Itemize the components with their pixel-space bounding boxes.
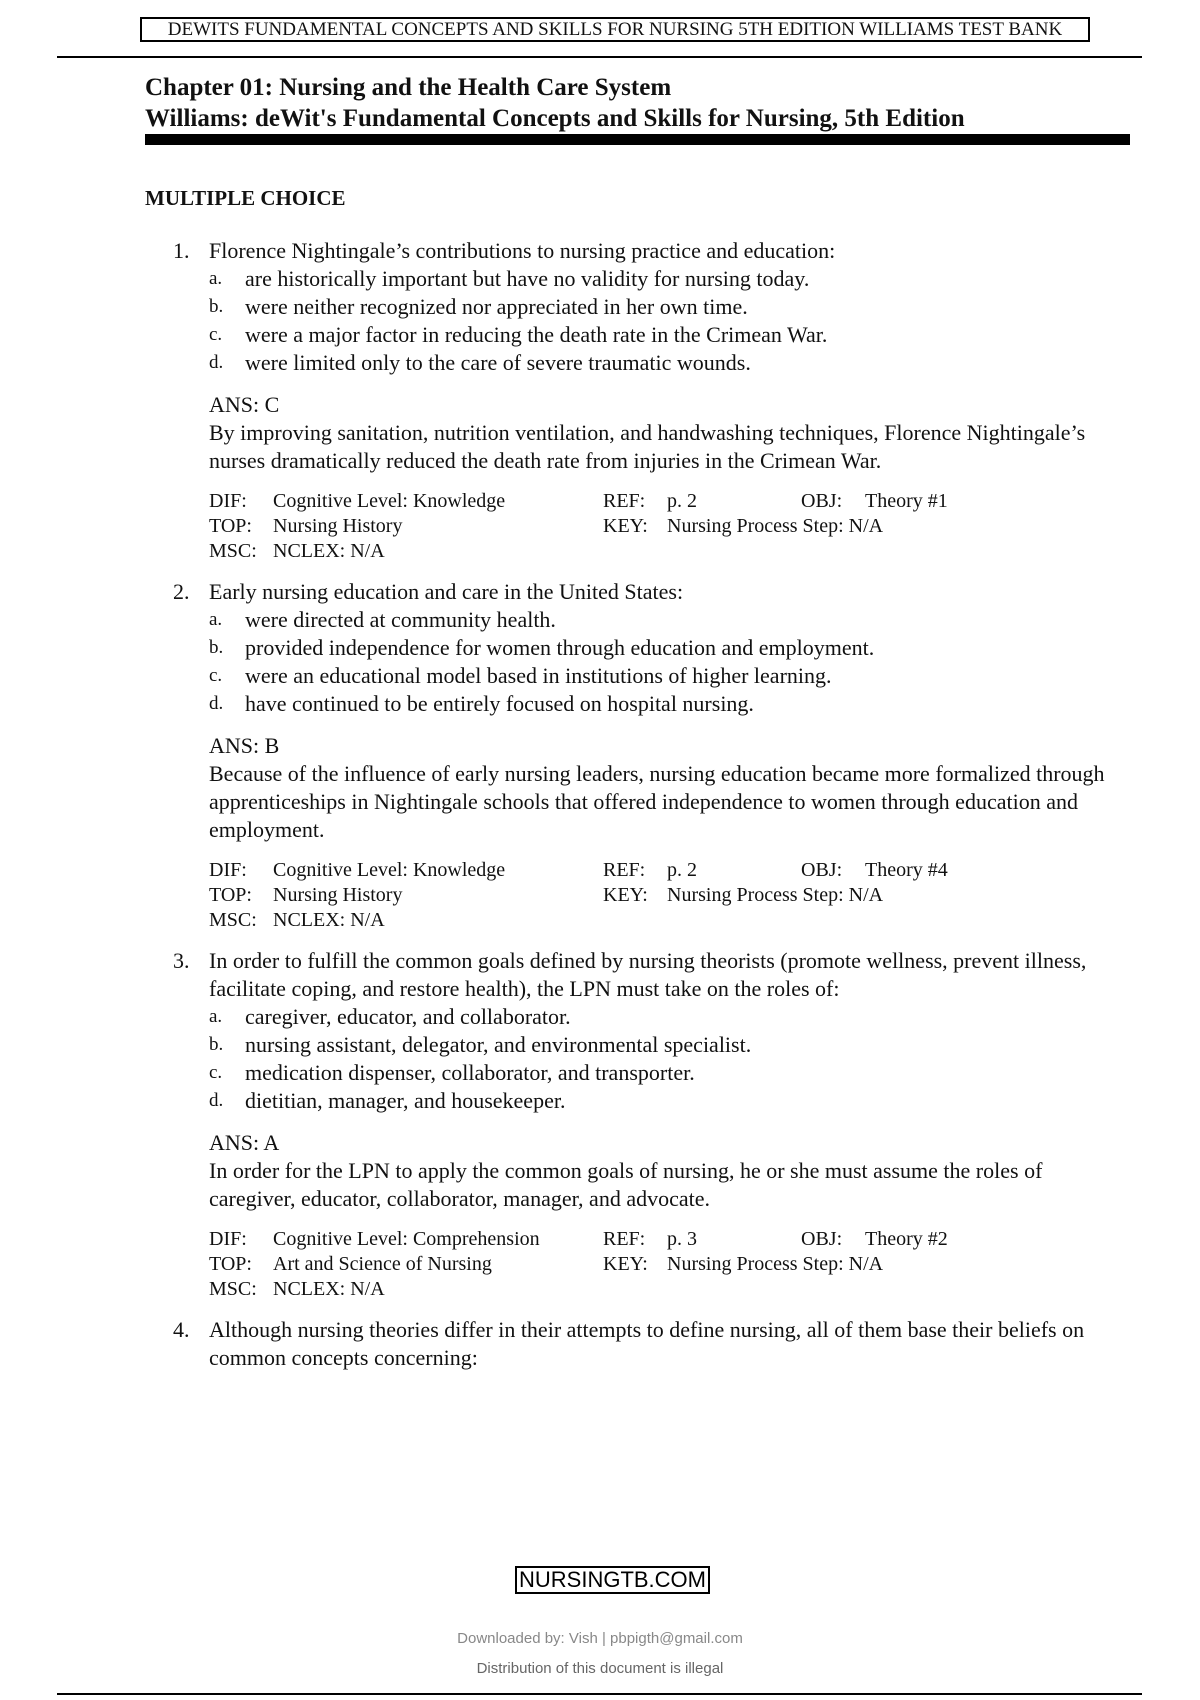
option-text: were an educational model based in institutions of higher learning. <box>245 663 832 688</box>
option-text: caregiver, educator, and collaborator. <box>245 1004 571 1029</box>
option-d <box>209 1087 1130 1115</box>
question-metadata <box>209 489 1130 564</box>
section-title: MULTIPLE CHOICE <box>145 186 346 210</box>
option-list <box>209 1003 1130 1115</box>
option-letter: d. <box>209 693 224 714</box>
option-list <box>209 606 1130 718</box>
meta-top: TOP: Nursing History <box>209 515 403 537</box>
option-a <box>209 1003 1130 1031</box>
meta-obj: OBJ: Theory #1 <box>801 490 948 512</box>
option-a <box>209 265 1130 293</box>
answer-rationale: Because of the influence of early nursing leaders, nursing education became more formalized through apprenticeships in Nightingale schools that offered independence to women through education and employment. <box>209 761 1105 842</box>
question-number: 4. <box>173 1317 190 1342</box>
option-text: have continued to be entirely focused on hospital nursing. <box>245 691 754 716</box>
chapter-title: Chapter 01: Nursing and the Health Care System <box>145 74 672 101</box>
answer-key: ANS: C <box>209 392 280 417</box>
option-b <box>209 1031 1130 1059</box>
option-letter: d. <box>209 1090 224 1111</box>
option-letter: b. <box>209 637 224 658</box>
option-letter: c. <box>209 1062 223 1083</box>
option-letter: d. <box>209 352 224 373</box>
option-c <box>209 1059 1130 1087</box>
meta-key: KEY: Nursing Process Step: N/A <box>603 884 884 906</box>
meta-msc: MSC: NCLEX: N/A <box>209 540 385 562</box>
header-banner: DEWITS FUNDAMENTAL CONCEPTS AND SKILLS FOR NURSING 5TH EDITION WILLIAMS TEST BANK <box>140 17 1090 42</box>
question-list <box>170 237 1130 1372</box>
option-text: were limited only to the care of severe traumatic wounds. <box>245 350 751 375</box>
question-stem: Florence Nightingale’s contributions to nursing practice and education: <box>209 238 836 263</box>
chapter-heading <box>145 72 1135 134</box>
answer-rationale: By improving sanitation, nutrition ventilation, and handwashing techniques, Florence Nightingale’s nurses dramatically reduced the death rate from injuries in the Crimean War. <box>209 420 1086 473</box>
meta-dif: DIF: Cognitive Level: Comprehension <box>209 1228 540 1250</box>
answer-key: ANS: B <box>209 733 280 758</box>
question-stem: Early nursing education and care in the United States: <box>209 579 684 604</box>
chapter-divider <box>145 134 1130 145</box>
meta-obj: OBJ: Theory #4 <box>801 859 948 881</box>
option-text: provided independence for women through education and employment. <box>245 635 875 660</box>
meta-top: TOP: Nursing History <box>209 884 403 906</box>
option-text: are historically important but have no validity for nursing today. <box>245 266 810 291</box>
meta-msc: MSC: NCLEX: N/A <box>209 909 385 931</box>
option-text: medication dispenser, collaborator, and transporter. <box>245 1060 695 1085</box>
question-metadata <box>209 858 1130 933</box>
meta-obj: OBJ: Theory #2 <box>801 1228 948 1250</box>
meta-key: KEY: Nursing Process Step: N/A <box>603 515 884 537</box>
option-a <box>209 606 1130 634</box>
option-d <box>209 690 1130 718</box>
option-c <box>209 662 1130 690</box>
question-metadata <box>209 1227 1130 1302</box>
footer-divider <box>57 1693 1142 1695</box>
download-notice: Downloaded by: Vish | pbpigth@gmail.com <box>457 1630 743 1647</box>
meta-dif: DIF: Cognitive Level: Knowledge <box>209 490 506 512</box>
option-text: were a major factor in reducing the death rate in the Crimean War. <box>245 322 828 347</box>
option-d <box>209 349 1130 377</box>
question-number: 2. <box>173 579 190 604</box>
question-3 <box>170 947 1130 1302</box>
option-letter: c. <box>209 324 223 345</box>
distribution-notice: Distribution of this document is illegal <box>476 1660 724 1677</box>
meta-top: TOP: Art and Science of Nursing <box>209 1253 492 1275</box>
answer-rationale: In order for the LPN to apply the common goals of nursing, he or she must assume the roles of caregiver, educator, collaborator, manager, and advocate. <box>209 1158 1043 1211</box>
question-2 <box>170 578 1130 933</box>
option-text: dietitian, manager, and housekeeper. <box>245 1088 566 1113</box>
question-stem: Although nursing theories differ in their attempts to define nursing, all of them base their beliefs on common concepts concerning: <box>209 1317 1085 1370</box>
option-text: were directed at community health. <box>245 607 556 632</box>
option-letter: b. <box>209 1034 224 1055</box>
meta-dif: DIF: Cognitive Level: Knowledge <box>209 859 506 881</box>
option-letter: c. <box>209 665 223 686</box>
question-1 <box>170 237 1130 564</box>
question-number: 1. <box>173 238 190 263</box>
option-list <box>209 265 1130 377</box>
header-divider <box>57 56 1142 58</box>
option-b <box>209 634 1130 662</box>
option-letter: a. <box>209 1006 223 1027</box>
option-text: were neither recognized nor appreciated in her own time. <box>245 294 748 319</box>
option-letter: a. <box>209 268 223 289</box>
meta-ref: REF: p. 2 <box>603 490 697 512</box>
question-4 <box>170 1316 1130 1372</box>
site-logo: NURSINGTB.COM <box>515 1566 710 1594</box>
option-letter: a. <box>209 609 223 630</box>
option-b <box>209 293 1130 321</box>
question-number: 3. <box>173 948 190 973</box>
question-stem: In order to fulfill the common goals defined by nursing theorists (promote wellness, prevent illness, facilitate coping, and restore health), the LPN must take on the roles of: <box>209 948 1087 1001</box>
meta-ref: REF: p. 3 <box>603 1228 697 1250</box>
book-title: Williams: deWit's Fundamental Concepts and Skills for Nursing, 5th Edition <box>145 105 965 132</box>
option-c <box>209 321 1130 349</box>
answer-key: ANS: A <box>209 1130 280 1155</box>
meta-ref: REF: p. 2 <box>603 859 697 881</box>
option-text: nursing assistant, delegator, and environmental specialist. <box>245 1032 752 1057</box>
meta-key: KEY: Nursing Process Step: N/A <box>603 1253 884 1275</box>
option-letter: b. <box>209 296 224 317</box>
meta-msc: MSC: NCLEX: N/A <box>209 1278 385 1300</box>
